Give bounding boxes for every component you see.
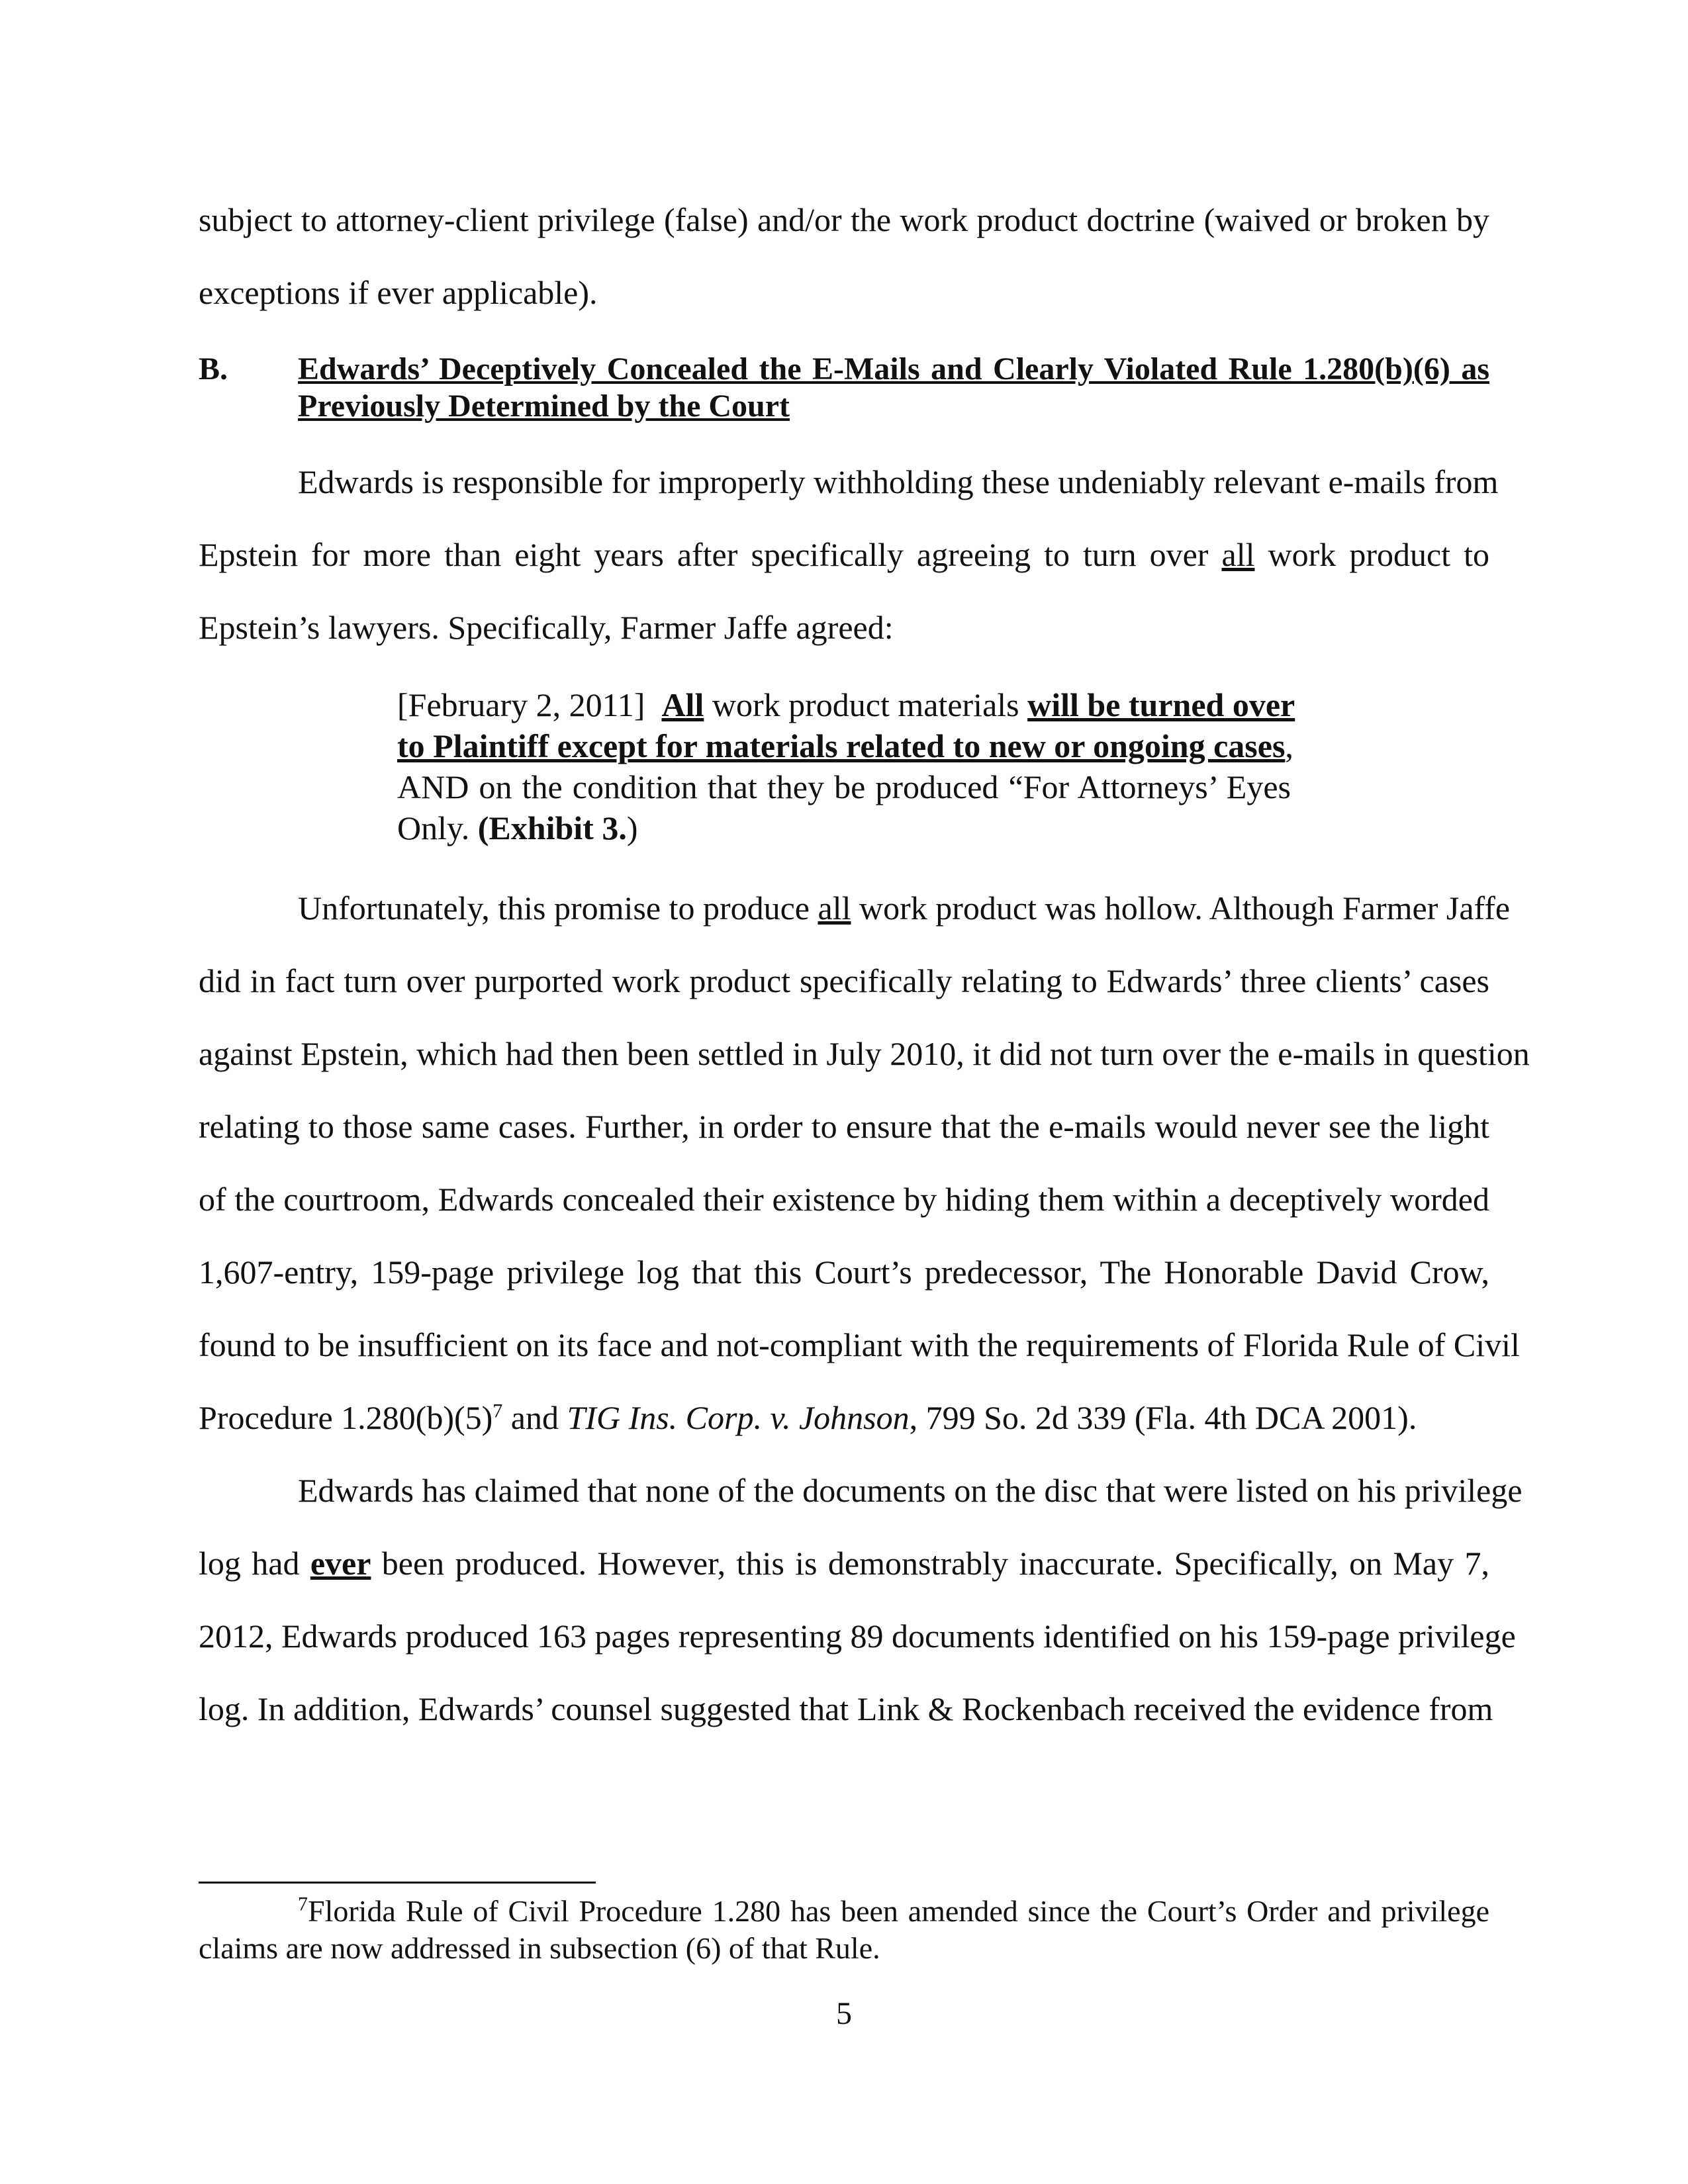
footnote-line-2: claims are now addressed in subsection (6) of that Rule. [199,1931,880,1965]
quote-line-1 [397,684,1295,725]
footnote-text-1: Florida Rule of Civil Procedure 1.280 has been amended since the Court’s Order and privilege [308,1894,1489,1928]
footnote-reference: 7 [492,1400,503,1422]
quote-only: Only. [397,809,478,846]
quote-line-2 [397,725,1291,766]
quote-comma: , [1285,727,1293,764]
para2-line-2: did in fact turn over purported work product specifically relating to Edwards’ three clients’ cases [199,962,1489,999]
section-heading-line-2: Previously Determined by the Court [298,388,790,424]
quote-exhibit: (Exhibit 3. [477,809,627,846]
case-citation-reporter: , 799 So. 2d 339 (Fla. 4th DCA 2001). [909,1399,1417,1436]
intro-line-2: exceptions if ever applicable). [199,274,598,311]
para1-line-3: Epstein’s lawyers. Specifically, Farmer Jaffe agreed: [199,609,894,646]
para2-line-4: relating to those same cases. Further, in order to ensure that the e-mails would never see the light [199,1108,1489,1145]
para2-line-1 [298,888,1511,928]
quote-mid: work product materials [704,686,1028,723]
footnote-marker: 7 [298,1893,308,1915]
para1-line-1: Edwards is responsible for improperly withholding these undeniably relevant e-mails from [298,463,1499,500]
para2-line-8-and: and [502,1399,567,1436]
para3-line-1: Edwards has claimed that none of the documents on the disc that were listed on his privilege [298,1472,1523,1509]
para3-line-2-start: log had [199,1545,310,1582]
para1-emphasis-all: all [1221,536,1255,573]
para2-line-1-start: Unfortunately, this promise to produce [298,889,818,927]
para1-line-2-end: work product to [1254,536,1489,573]
para2-line-3: against Epstein, which had then been settled in July 2010, it did not turn over the e-mails in question [199,1035,1530,1072]
para2-line-6: 1,607-entry, 159-page privilege log that this Court’s predecessor, The Honorable David Crow, [199,1253,1489,1291]
page-number: 5 [836,1996,852,2031]
case-citation-name: TIG Ins. Corp. v. Johnson [567,1399,910,1436]
section-heading-line-1: Edwards’ Deceptively Concealed the E-Mails and Clearly Violated Rule 1.280(b)(6) as [298,351,1489,387]
para2-line-1-end: work product was hollow. Although Farmer Jaffe [851,889,1511,927]
intro-line-1: subject to attorney-client privilege (false) and/or the work product doctrine (waived or broken by [199,201,1489,238]
quote-close-paren: ) [626,809,638,846]
para2-emphasis-all: all [818,889,851,927]
quote-line-3: AND on the condition that they be produced “For Attorneys’ Eyes [397,768,1291,805]
para3-line-2-end: been produced. However, this is demonstrably inaccurate. Specifically, on May 7, [371,1545,1489,1582]
quote-all: All [661,686,704,723]
para1-line-2 [199,535,1489,574]
para3-emphasis-ever: ever [310,1545,371,1582]
para3-line-4: log. In addition, Edwards’ counsel suggested that Link & Rockenbach received the evidence from [199,1690,1493,1727]
footnote-line-1 [298,1893,1489,1930]
para2-line-7: found to be insufficient on its face and not-compliant with the requirements of Florida Rule of Civil [199,1326,1520,1363]
quote-line-4 [397,807,1291,848]
para2-line-8 [199,1398,1489,1437]
para3-line-3: 2012, Edwards produced 163 pages representing 89 documents identified on his 159-page privilege [199,1617,1516,1655]
section-letter: B. [199,351,228,387]
para3-line-2 [199,1543,1489,1583]
footnote-divider [199,1882,596,1884]
para1-line-2-start: Epstein for more than eight years after specifically agreeing to turn over [199,536,1222,573]
quote-bold-b: to Plaintiff except for materials related to new or ongoing cases [397,727,1286,764]
para2-line-5: of the courtroom, Edwards concealed their existence by hiding them within a deceptively worded [199,1181,1489,1218]
quote-bold-a: will be turned over [1027,686,1295,723]
para2-line-8-start: Procedure 1.280(b)(5) [199,1399,493,1436]
quote-date: [February 2, 2011] [397,686,645,723]
